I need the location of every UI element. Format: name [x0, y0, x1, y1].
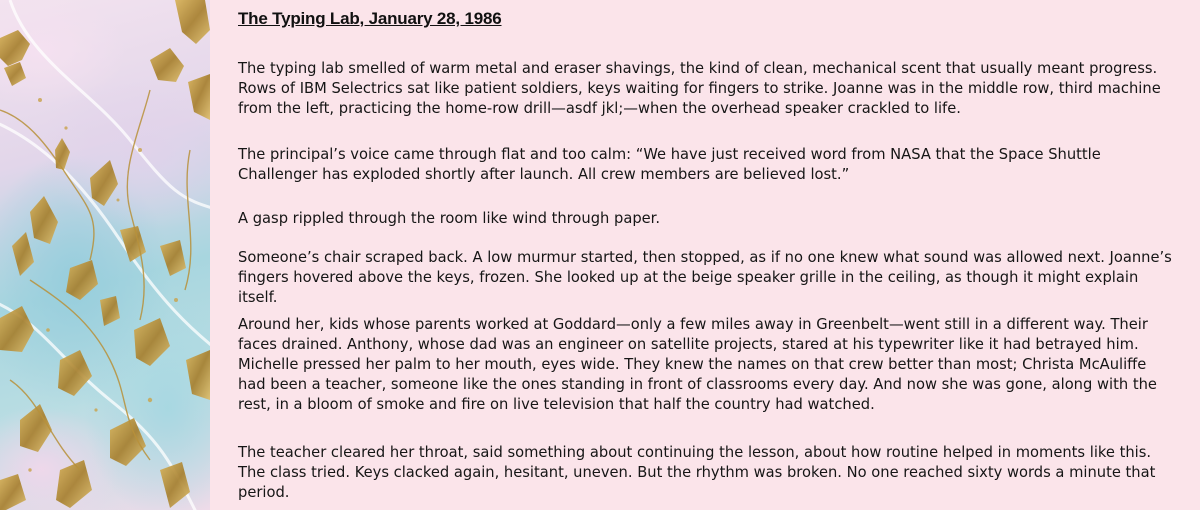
story-paragraph: The principal’s voice came through flat and too calm: “We have just received word from NASA that the Space Shuttle Challenger has exploded shortly after launch. All crew members are believed lost.” — [238, 146, 1101, 183]
story-paragraph: The typing lab smelled of warm metal and eraser shavings, the kind of clean, mechanical scent that usually meant progress. Rows of IBM Selectrics sat like patient soldiers, keys waiting for fingers to strike. Joanne was in the middle row, third machine from the left, practicing the home-row drill—asdf jkl;—when the overhead speaker crackled to life. — [238, 60, 1161, 117]
story-text-column — [210, 0, 1200, 510]
story-paragraph: Someone’s chair scraped back. A low murmur started, then stopped, as if no one knew what sound was allowed next. Joanne’s fingers hovered above the keys, frozen. She looked up at the beige speaker grille in the ceiling, as though it might explain itself. — [238, 249, 1172, 306]
marble-decoration-image — [0, 0, 210, 510]
story-paragraph: Around her, kids whose parents worked at Goddard—only a few miles away in Greenbelt—went still in a different way. Their faces drained. Anthony, whose dad was an engineer on satellite projects, stared at his typewriter like it had betrayed him. Michelle pressed her palm to her mouth, eyes wide. They knew the names on that crew better than most; Christa McAuliffe had been a teacher, someone like the ones standing in front of classrooms every day. And now she was gone, along with the rest, in a bloom of smoke and fire on live television that half the country had watched. — [238, 316, 1157, 413]
story-title: The Typing Lab, January 28, 1986 — [238, 9, 502, 28]
gold-leaf-marble-pattern — [0, 0, 210, 510]
story-paragraph: A gasp rippled through the room like wind through paper. — [238, 210, 661, 227]
story-paragraph: The teacher cleared her throat, said something about continuing the lesson, about how routine helped in moments like this. The class tried. Keys clacked again, hesitant, uneven. But the rhythm was broken. No one reached sixty words a minute that period. — [238, 444, 1156, 501]
